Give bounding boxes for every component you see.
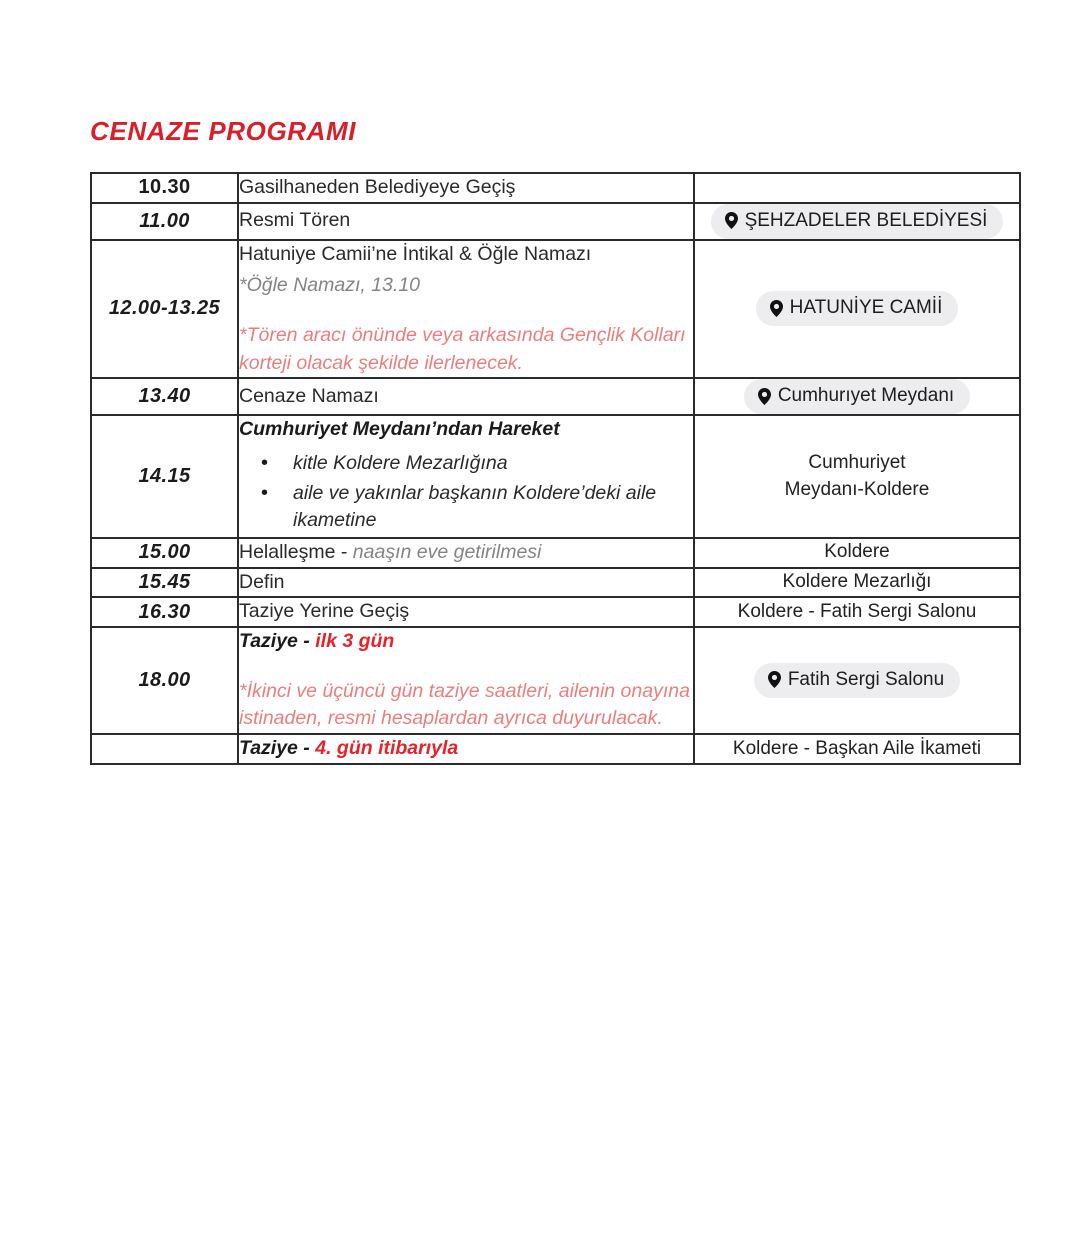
row-description bbox=[238, 597, 694, 627]
row-location bbox=[694, 627, 1020, 734]
table-row bbox=[91, 568, 1020, 598]
page-title: CENAZE PROGRAMI bbox=[90, 116, 357, 146]
list-item: • kitle Koldere Mezarlığına bbox=[257, 450, 693, 478]
desc-main-text: Resmi Tören bbox=[239, 209, 351, 232]
map-pin-icon bbox=[725, 212, 738, 229]
location-badge[interactable] bbox=[756, 291, 959, 326]
desc-composite bbox=[239, 628, 693, 656]
desc-main-text: Helalleşme - bbox=[239, 540, 348, 563]
location-badge[interactable] bbox=[744, 379, 970, 414]
row-description bbox=[238, 568, 694, 598]
table-row bbox=[91, 627, 1020, 734]
row-location bbox=[694, 203, 1020, 240]
row-description bbox=[238, 415, 694, 538]
row-time: 15.45 bbox=[91, 568, 238, 598]
table-row bbox=[91, 240, 1020, 379]
table-row bbox=[91, 597, 1020, 627]
table-row bbox=[91, 173, 1020, 203]
row-time bbox=[91, 734, 238, 764]
desc-main-text: Cenaze Namazı bbox=[239, 384, 379, 407]
row-location: Koldere bbox=[694, 538, 1020, 568]
desc-main-text: Defin bbox=[239, 570, 285, 593]
location-badge-label: Fatih Sergi Salonu bbox=[787, 669, 945, 691]
row-description bbox=[238, 627, 694, 734]
row-description bbox=[238, 538, 694, 568]
location-badge[interactable] bbox=[711, 204, 1004, 239]
desc-composite bbox=[239, 735, 693, 763]
desc-highlight-text: ilk 3 gün bbox=[315, 629, 395, 652]
row-time: 13.40 bbox=[91, 378, 238, 415]
table-row bbox=[91, 378, 1020, 415]
row-description bbox=[238, 378, 694, 415]
row-time: 12.00-13.25 bbox=[91, 240, 238, 379]
row-location bbox=[694, 240, 1020, 379]
desc-warning-text: *Tören aracı önünde veya arkasında Gençlik Kolları korteji olacak şekilde ilerlenecek. bbox=[239, 323, 686, 374]
desc-composite bbox=[239, 539, 693, 567]
row-time: 15.00 bbox=[91, 538, 238, 568]
location-line: Meydanı-Koldere bbox=[784, 478, 930, 500]
map-pin-icon bbox=[770, 300, 783, 317]
location-badge-label: HATUNİYE CAMİİ bbox=[789, 297, 943, 319]
table-row bbox=[91, 203, 1020, 240]
row-time: 14.15 bbox=[91, 415, 238, 538]
row-description bbox=[238, 173, 694, 203]
table-row bbox=[91, 538, 1020, 568]
desc-main-text: Taziye Yerine Geçiş bbox=[239, 600, 410, 623]
desc-main-text: Hatuniye Camii’ne İntikal & Öğle Namazı bbox=[239, 242, 592, 265]
desc-trailing-text: naaşın eve getirilmesi bbox=[347, 540, 542, 563]
list-item: • aile ve yakınlar başkanın Koldere’deki aile ikametine bbox=[257, 480, 693, 535]
table-row bbox=[91, 415, 1020, 538]
row-time: 10.30 bbox=[91, 173, 238, 203]
desc-warning-text: *İkinci ve üçüncü gün taziye saatleri, ailenin onayına istinaden, resmi hesaplardan ayrıca duyurulacak. bbox=[239, 679, 690, 730]
row-location bbox=[694, 173, 1020, 203]
row-description bbox=[238, 734, 694, 764]
desc-heading-text: Taziye - bbox=[239, 629, 316, 652]
row-location: Koldere - Başkan Aile İkameti bbox=[694, 734, 1020, 764]
row-location: Koldere - Fatih Sergi Salonu bbox=[694, 597, 1020, 627]
table-row bbox=[91, 734, 1020, 764]
location-badge[interactable] bbox=[754, 663, 960, 698]
desc-bullet-list bbox=[239, 450, 693, 535]
map-pin-icon bbox=[768, 671, 781, 688]
location-badge-label: ŞEHZADELER BELEDİYESİ bbox=[744, 209, 988, 231]
row-description bbox=[238, 240, 694, 379]
row-time: 18.00 bbox=[91, 627, 238, 734]
desc-heading-text: Taziye - bbox=[239, 737, 316, 759]
row-location bbox=[694, 378, 1020, 415]
desc-heading-text: Cumhuriyet Meydanı’ndan Hareket bbox=[239, 418, 560, 441]
row-time: 11.00 bbox=[91, 203, 238, 240]
desc-main-text: Gasilhaneden Belediyeye Geçiş bbox=[239, 176, 516, 198]
row-time: 16.30 bbox=[91, 597, 238, 627]
map-pin-icon bbox=[758, 388, 771, 405]
row-description bbox=[238, 203, 694, 240]
desc-highlight-text: 4. gün itibarıyla bbox=[315, 737, 459, 759]
desc-subnote-text: *Öğle Namazı, 13.10 bbox=[239, 274, 421, 297]
schedule-table-container bbox=[90, 172, 1019, 765]
location-line: Cumhuriyet bbox=[808, 451, 906, 473]
funeral-program-table bbox=[90, 172, 1021, 765]
row-location bbox=[694, 415, 1020, 538]
location-badge-label: Cumhurıyet Meydanı bbox=[777, 385, 955, 407]
row-location: Koldere Mezarlığı bbox=[694, 568, 1020, 598]
